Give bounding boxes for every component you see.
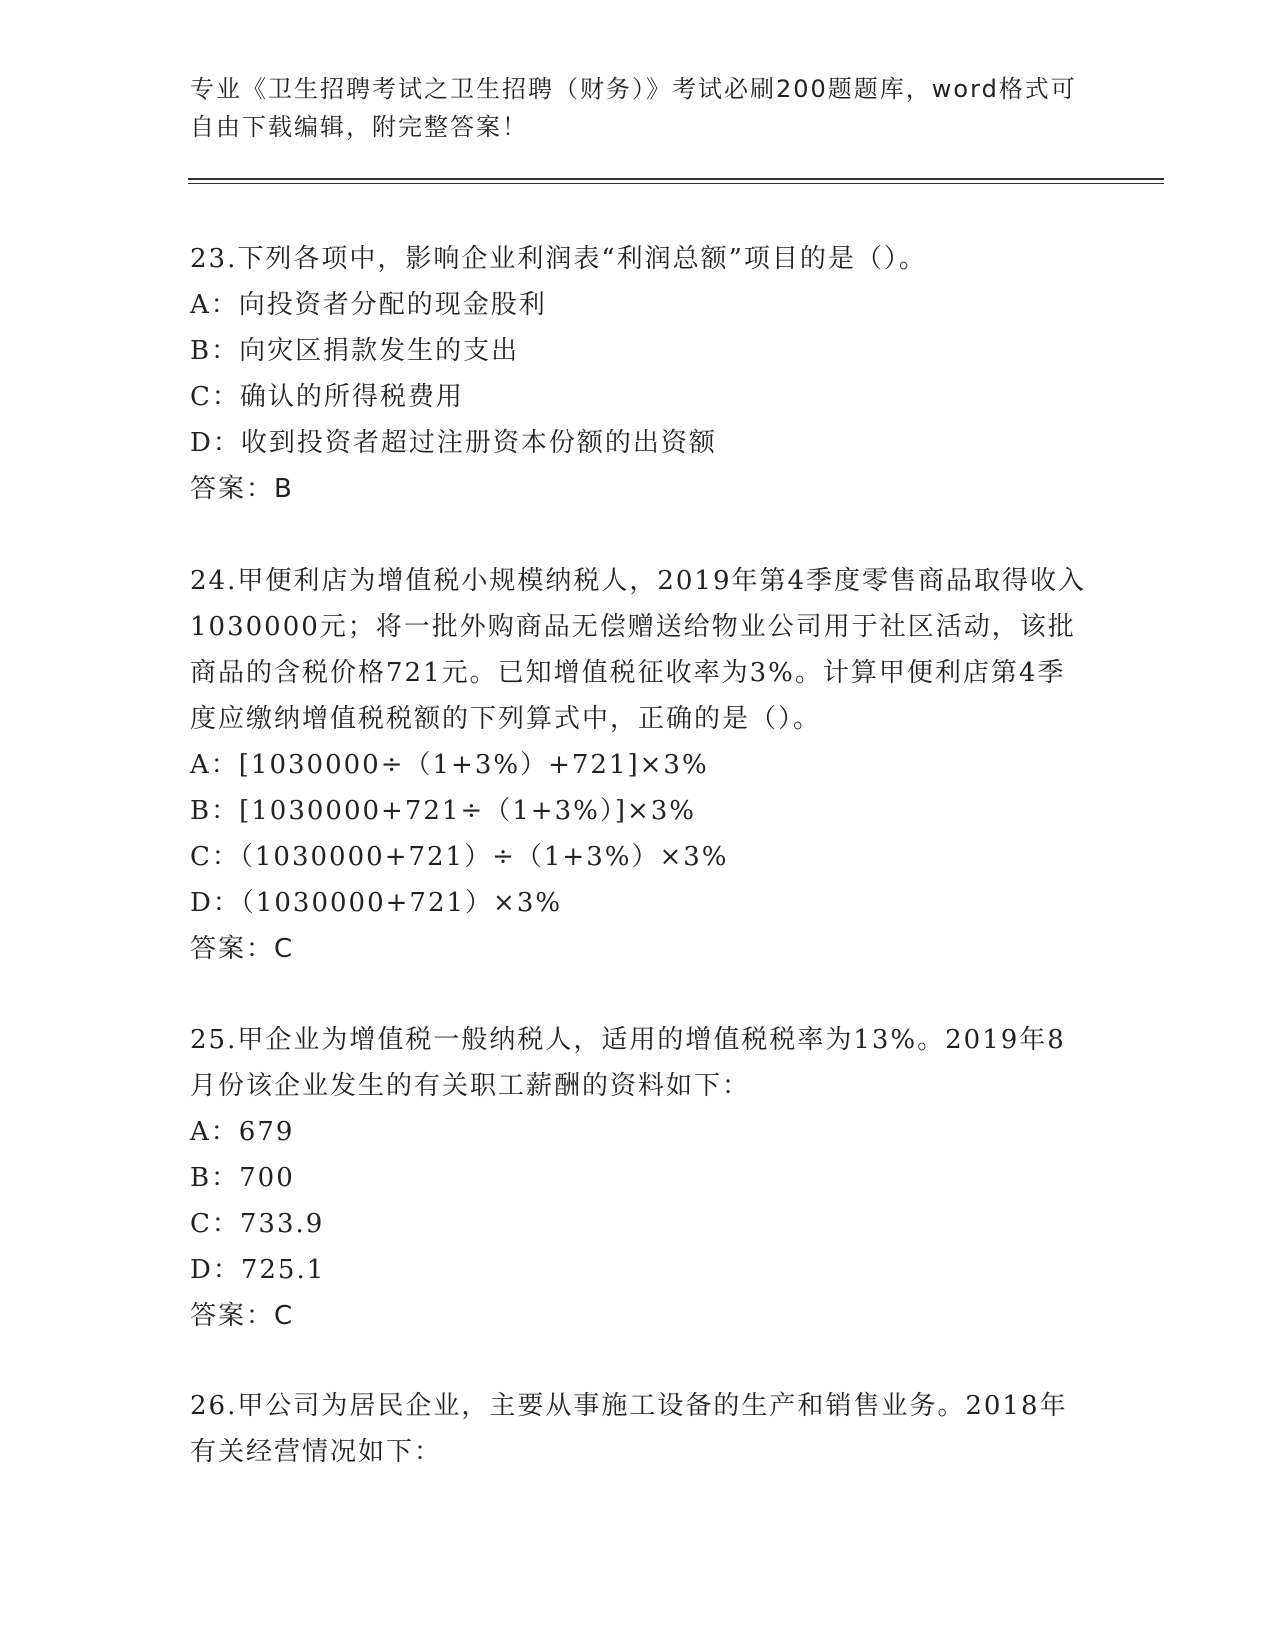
option-a: A：向投资者分配的现金股利 <box>190 290 547 320</box>
answer: 答案：B <box>190 474 294 504</box>
question-26 <box>190 1383 1090 1475</box>
header-divider-thin <box>188 183 1164 184</box>
question-stem: 25.甲企业为增值税一般纳税人，适用的增值税税率为13%。2019年8月份该企业发生的有关职工薪酬的资料如下： <box>190 1025 1066 1101</box>
option-a: A：[1030000÷（1+3%）+721]×3% <box>190 750 709 780</box>
document-header: 专业《卫生招聘考试之卫生招聘（财务）》考试必刷200题题库，word格式可自由下载编辑，附完整答案！ <box>190 75 1077 141</box>
option-d: D：收到投资者超过注册资本份额的出资额 <box>190 428 717 458</box>
question-stem: 26.甲公司为居民企业，主要从事施工设备的生产和销售业务。2018年有关经营情况如下： <box>190 1391 1068 1467</box>
question-stem: 23.下列各项中，影响企业利润表“利润总额”项目的是（）。 <box>190 244 927 274</box>
option-b: B：700 <box>190 1163 295 1193</box>
answer: 答案：C <box>190 1301 295 1331</box>
option-d: D：725.1 <box>190 1255 326 1285</box>
question-25 <box>190 1017 1090 1339</box>
question-23 <box>190 236 1090 512</box>
option-a: A：679 <box>190 1117 295 1147</box>
option-b: B：向灾区捐款发生的支出 <box>190 336 520 366</box>
option-d: D：（1030000+721）×3% <box>190 888 563 918</box>
option-b: B：[1030000+721÷（1+3%）]×3% <box>190 796 696 826</box>
answer: 答案：C <box>190 934 295 964</box>
option-c: C：733.9 <box>190 1209 325 1239</box>
question-stem: 24.甲便利店为增值税小规模纳税人，2019年第4季度零售商品取得收入1030000元；将一批外购商品无偿赠送给物业公司用于社区活动，该批商品的含税价格721元。已知增值税征收率为3%。计算甲便利店第4季度应缴纳增值税税额的下列算式中，正确的是（）。 <box>190 566 1087 734</box>
option-c: C：（1030000+721）÷（1+3%）×3% <box>190 842 729 872</box>
option-c: C：确认的所得税费用 <box>190 382 464 412</box>
header-divider <box>188 178 1164 180</box>
question-24 <box>190 558 1090 972</box>
